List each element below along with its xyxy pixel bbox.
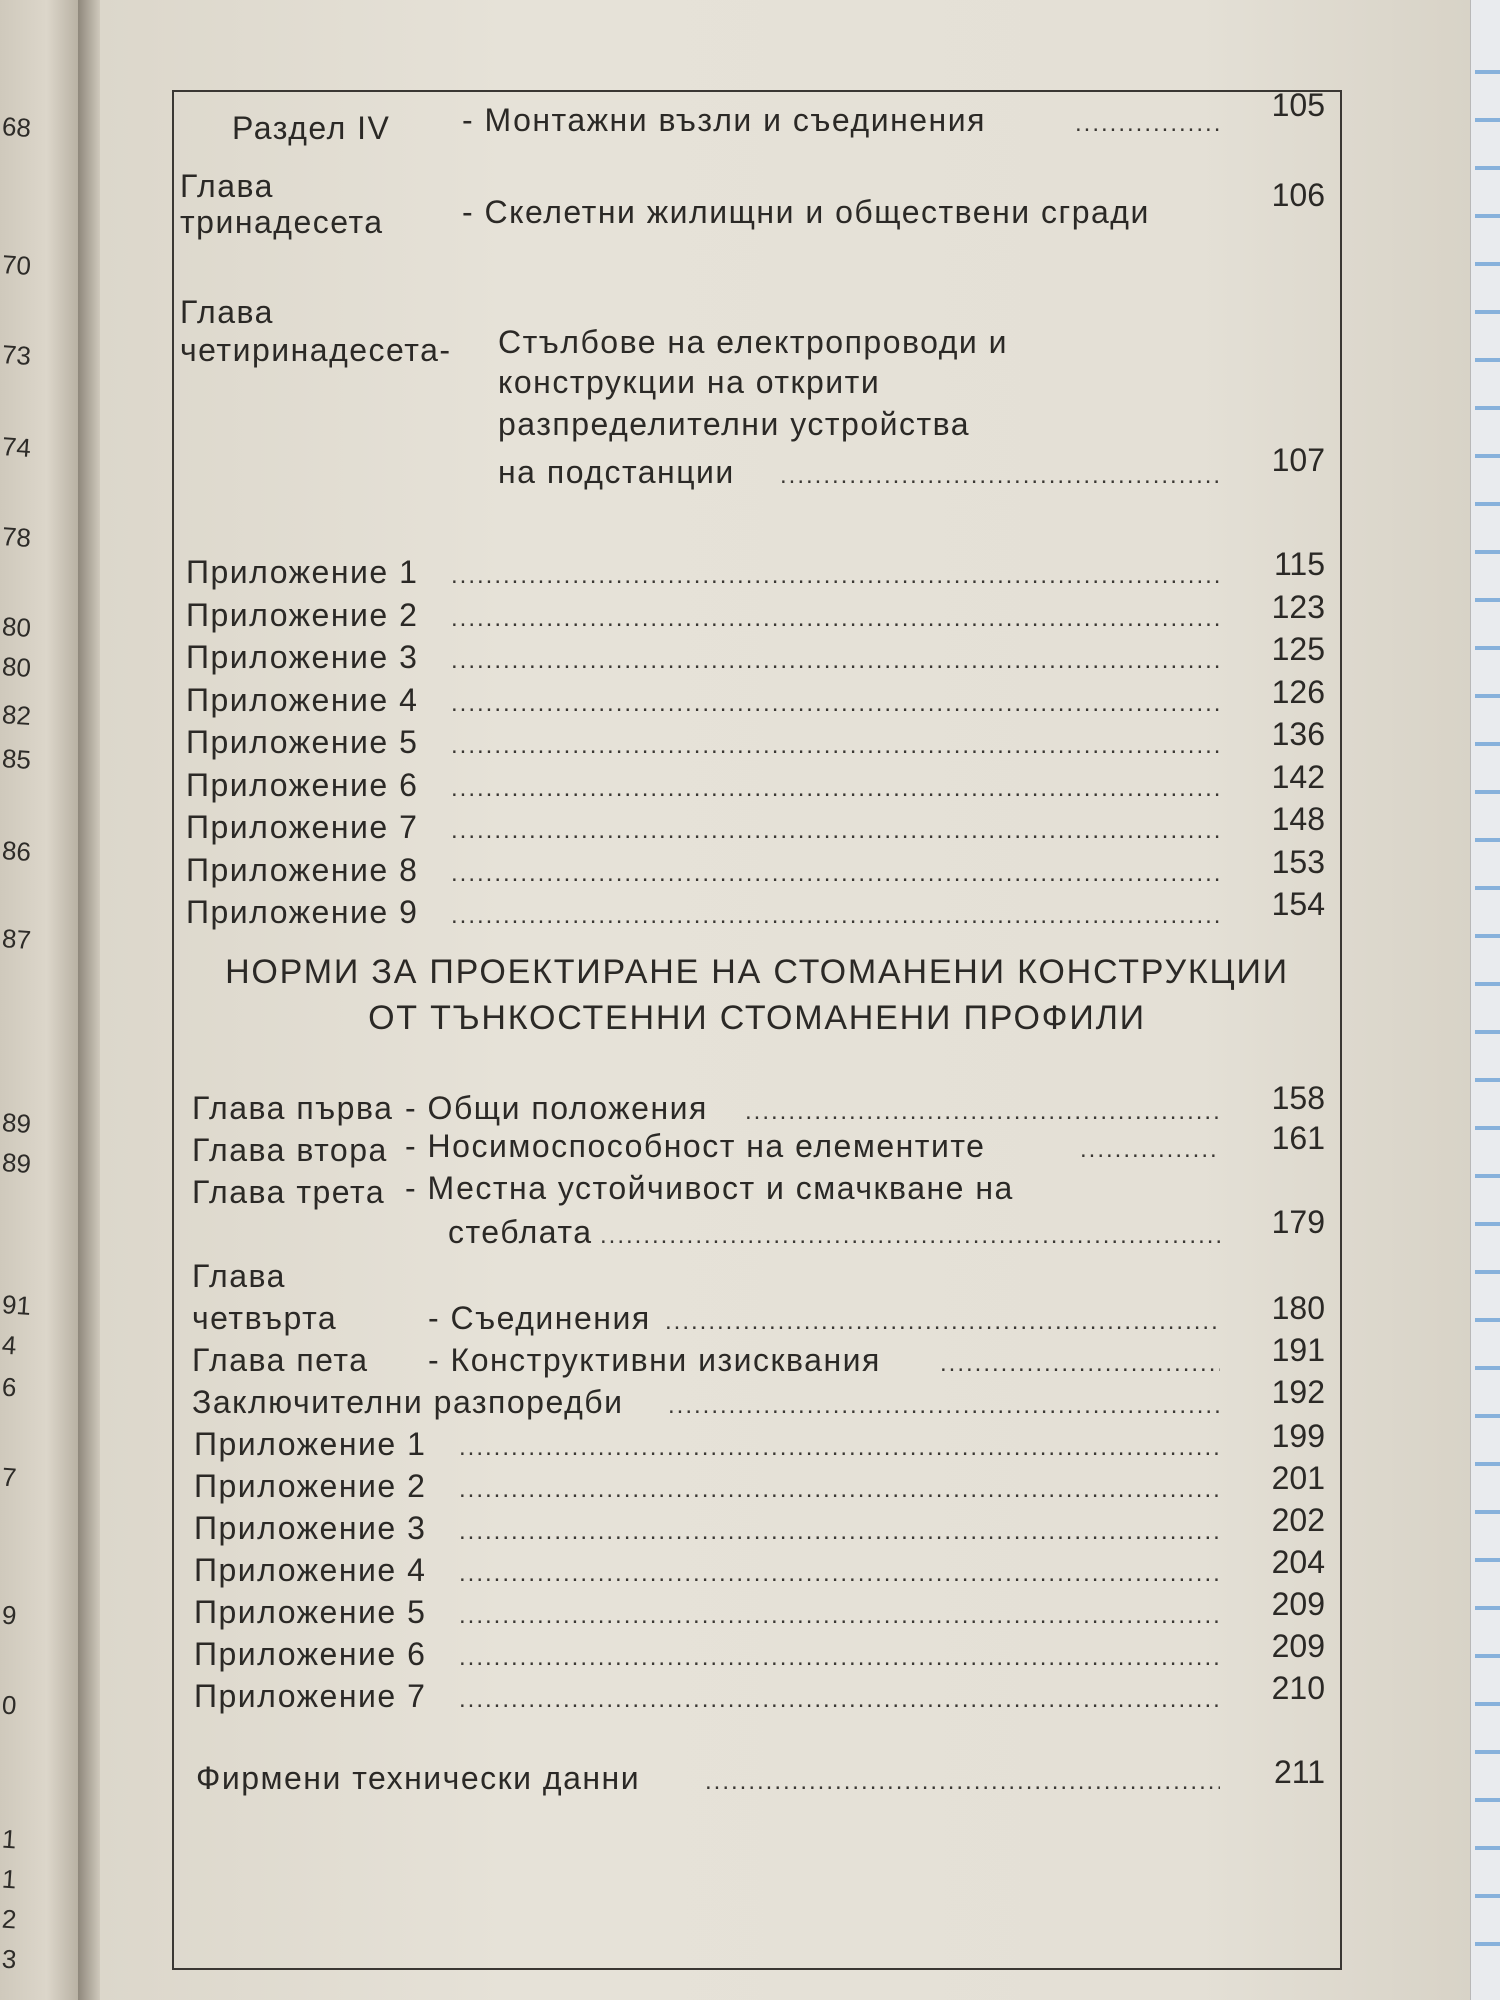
norms-ch3-title-line2: стеблата [448,1214,593,1250]
appendix-part1-leader-dots [451,552,1220,592]
norms-ch4-label-line2: четвърта [192,1300,338,1336]
appendix-part1-leader-dots [451,807,1220,847]
appendix-part2-leader-dots [459,1424,1220,1464]
notebook-rule-line [1475,1174,1500,1178]
appendix-part1-leader-dots [451,850,1220,890]
chapter14-title-line1: Стълбове на електропроводи и [498,324,1009,360]
left-page-number: 86 [1,835,32,867]
notebook-rule-line [1475,1222,1500,1226]
appendix-part2-leader-dots [459,1508,1220,1548]
chapter14-title-line2: конструкции на открити [498,364,881,400]
norms-ch5-title: - Конструктивни изисквания [428,1342,881,1378]
appendix-part2-label: Приложение 6 [194,1636,427,1672]
norms-ch4-label-line1: Глава [192,1258,286,1294]
notebook-rule-line [1475,1318,1500,1322]
chapter13-label-line1: Глава [180,168,274,204]
appendix-part2-page: 204 [1271,1544,1325,1580]
left-facing-page [0,0,80,2000]
norms-ch4-title: - Съединения [428,1300,651,1336]
left-page-number: 1 [1,1823,18,1855]
company-data-label: Фирмени технически данни [196,1760,641,1796]
norms-heading-line2: ОТ ТЪНКОСТЕННИ СТОМАНЕНИ ПРОФИЛИ [368,999,1146,1037]
notebook-rule-line [1475,70,1500,74]
norms-ch1-page: 158 [1271,1080,1325,1116]
norms-ch1-label: Глава първа [192,1090,394,1126]
appendix-part1-leader-dots [451,680,1220,720]
left-page-number: 87 [1,923,32,955]
appendix-part1-page: 126 [1271,673,1325,710]
notebook-rule-line [1475,1654,1500,1658]
notebook-rule-line [1475,118,1500,122]
chapter14-label-line1: Глава [180,294,274,330]
appendix-part2-label: Приложение 7 [194,1678,427,1714]
appendix-part1-page: 136 [1271,716,1325,752]
appendix-part2-label: Приложение 1 [194,1426,427,1462]
left-page-number: 68 [1,111,32,143]
section4-label: Раздел IV [232,110,391,146]
appendix-part2-page: 201 [1271,1460,1325,1496]
notebook-rule-line [1475,1606,1500,1610]
appendix-part1-page: 125 [1271,631,1325,667]
section4-title: - Монтажни възли и съединения [462,102,986,138]
left-page-number: 82 [1,699,32,731]
appendix-part1-label: Приложение 1 [186,554,419,590]
appendix-part1-page: 148 [1271,801,1325,837]
chapter14-title-line4: на подстанции [498,454,735,490]
appendix-part1-page: 115 [1273,546,1325,582]
notebook-rule-line [1475,214,1500,218]
norms-ch3-label: Глава трета [192,1174,386,1210]
appendix-part2-leader-dots [459,1550,1220,1590]
notebook-rule-line [1475,1078,1500,1082]
notebook-rule-line [1475,1414,1500,1418]
norms-ch3-page: 179 [1271,1204,1325,1240]
norms-ch4-page: 180 [1271,1290,1325,1326]
left-page-number: 89 [1,1107,32,1139]
norms-ch3-leader-dots [600,1212,1220,1252]
notebook-rule-line [1475,1366,1500,1370]
notebook-rule-line [1475,358,1500,362]
chapter14-label-line2: четиринадесета- [180,332,452,368]
norms-ch3-title-line1: - Местна устойчивост и смачкване на [405,1170,1014,1206]
notebook-rule-line [1475,550,1500,554]
norms-ch5-label: Глава пета [192,1342,369,1378]
norms-ch1-title: - Общи положения [405,1090,708,1126]
left-page-number: 9 [1,1599,18,1631]
appendix-part1-page: 153 [1271,843,1325,880]
notebook-edge [1470,0,1500,2000]
left-page-number: 6 [1,1371,18,1403]
notebook-rule-line [1475,598,1500,602]
appendix-part2-page: 210 [1271,1670,1325,1706]
notebook-rule-line [1475,1126,1500,1130]
chapter14-page: 107 [1271,442,1325,478]
left-page-number: 4 [1,1329,18,1361]
chapter13-page: 106 [1271,177,1325,213]
notebook-rule-line [1475,694,1500,698]
notebook-rule-line [1475,646,1500,650]
left-page-number: 1 [1,1863,18,1895]
appendix-part2-page: 202 [1271,1502,1325,1538]
appendix-part1-label: Приложение 4 [186,681,419,718]
norms-ch2-label: Глава втора [192,1132,388,1168]
appendix-part2-page: 209 [1271,1586,1325,1622]
notebook-rule-line [1475,790,1500,794]
appendix-part1-leader-dots [451,637,1220,677]
appendix-part2-leader-dots [459,1676,1220,1716]
appendix-part1-leader-dots [451,765,1220,805]
chapter14-title-line3: разпределителни устройства [498,406,971,442]
norms-final-label: Заключителни разпоредби [192,1384,624,1420]
section4-leader-dots [1075,100,1220,140]
appendix-part2-leader-dots [459,1634,1220,1674]
notebook-rule-line [1475,934,1500,938]
appendix-part1-leader-dots [451,722,1220,762]
appendix-part1-label: Приложение 7 [186,809,419,845]
notebook-rule-line [1475,406,1500,410]
appendix-part1-label: Приложение 6 [186,766,419,803]
appendix-part1-label: Приложение 2 [186,596,419,633]
norms-ch2-leader-dots [1080,1126,1220,1166]
left-page-number: 80 [1,651,32,683]
left-page-number: 2 [1,1903,18,1935]
norms-ch5-page: 191 [1271,1332,1325,1368]
notebook-rule-line [1475,1558,1500,1562]
notebook-rule-line [1475,502,1500,506]
notebook-rule-line [1475,1030,1500,1034]
left-page-number: 85 [1,743,32,775]
appendix-part2-label: Приложение 2 [194,1468,427,1504]
notebook-rule-line [1475,1750,1500,1754]
chapter13-title: - Скелетни жилищни и обществени сгради [462,194,1150,230]
appendix-part1-label: Приложение 9 [186,894,419,930]
section4-page: 105 [1271,87,1325,123]
appendix-part2-label: Приложение 3 [194,1510,427,1546]
chapter13-label-line2: тринадесета [180,204,384,240]
left-page-number: 89 [1,1147,32,1179]
left-page-number: 3 [1,1943,18,1975]
appendix-part2-leader-dots [459,1466,1220,1506]
notebook-rule-line [1475,1510,1500,1514]
left-page-number: 74 [1,431,32,463]
notebook-rule-line [1475,1894,1500,1898]
left-page-number: 80 [1,611,32,643]
left-page-number: 70 [1,249,32,281]
appendix-part1-label: Приложение 8 [186,851,419,888]
appendix-part2-label: Приложение 4 [194,1552,427,1588]
appendix-part1-label: Приложение 5 [186,724,419,760]
norms-ch2-page: 161 [1271,1120,1325,1156]
appendix-part1-leader-dots [451,595,1220,635]
appendix-part2-label: Приложение 5 [194,1594,427,1630]
notebook-rule-line [1475,1702,1500,1706]
norms-ch2-title: - Носимоспособност на елементите [405,1128,986,1164]
appendix-part2-page: 209 [1271,1628,1325,1664]
norms-final-leader-dots [668,1382,1220,1422]
appendix-part2-leader-dots [459,1592,1220,1632]
notebook-rule-line [1475,262,1500,266]
appendix-part1-page: 142 [1271,758,1325,795]
left-page-number: 73 [1,339,32,371]
left-page-number: 0 [1,1689,18,1721]
norms-heading-line1: НОРМИ ЗА ПРОЕКТИРАНЕ НА СТОМАНЕНИ КОНСТРУКЦИИ [225,953,1289,991]
norms-ch1-leader-dots [745,1088,1220,1128]
appendix-part1-label: Приложение 3 [186,639,419,675]
notebook-rule-line [1475,838,1500,842]
appendix-part2-page: 199 [1271,1418,1325,1454]
norms-ch4-leader-dots [665,1298,1220,1338]
notebook-rule-line [1475,310,1500,314]
notebook-rule-line [1475,886,1500,890]
notebook-rule-line [1475,742,1500,746]
appendix-part1-leader-dots [451,892,1220,932]
notebook-rule-line [1475,982,1500,986]
appendix-part1-page: 154 [1271,886,1325,922]
notebook-rule-line [1475,1462,1500,1466]
book-spine [78,0,100,2000]
notebook-rule-line [1475,1942,1500,1946]
norms-ch5-leader-dots [940,1340,1220,1380]
company-data-page: 211 [1273,1754,1325,1790]
company-data-leader-dots [705,1758,1220,1798]
notebook-rule-line [1475,166,1500,170]
notebook-rule-line [1475,1798,1500,1802]
notebook-rule-line [1475,1846,1500,1850]
notebook-rule-line [1475,1270,1500,1274]
left-page-number: 78 [1,521,32,553]
notebook-rule-line [1475,454,1500,458]
chapter14-leader-dots [780,452,1220,492]
left-page-number: 91 [1,1289,32,1321]
appendix-part1-page: 123 [1271,588,1325,625]
left-page-number: 7 [1,1461,18,1493]
norms-final-page: 192 [1271,1374,1325,1410]
